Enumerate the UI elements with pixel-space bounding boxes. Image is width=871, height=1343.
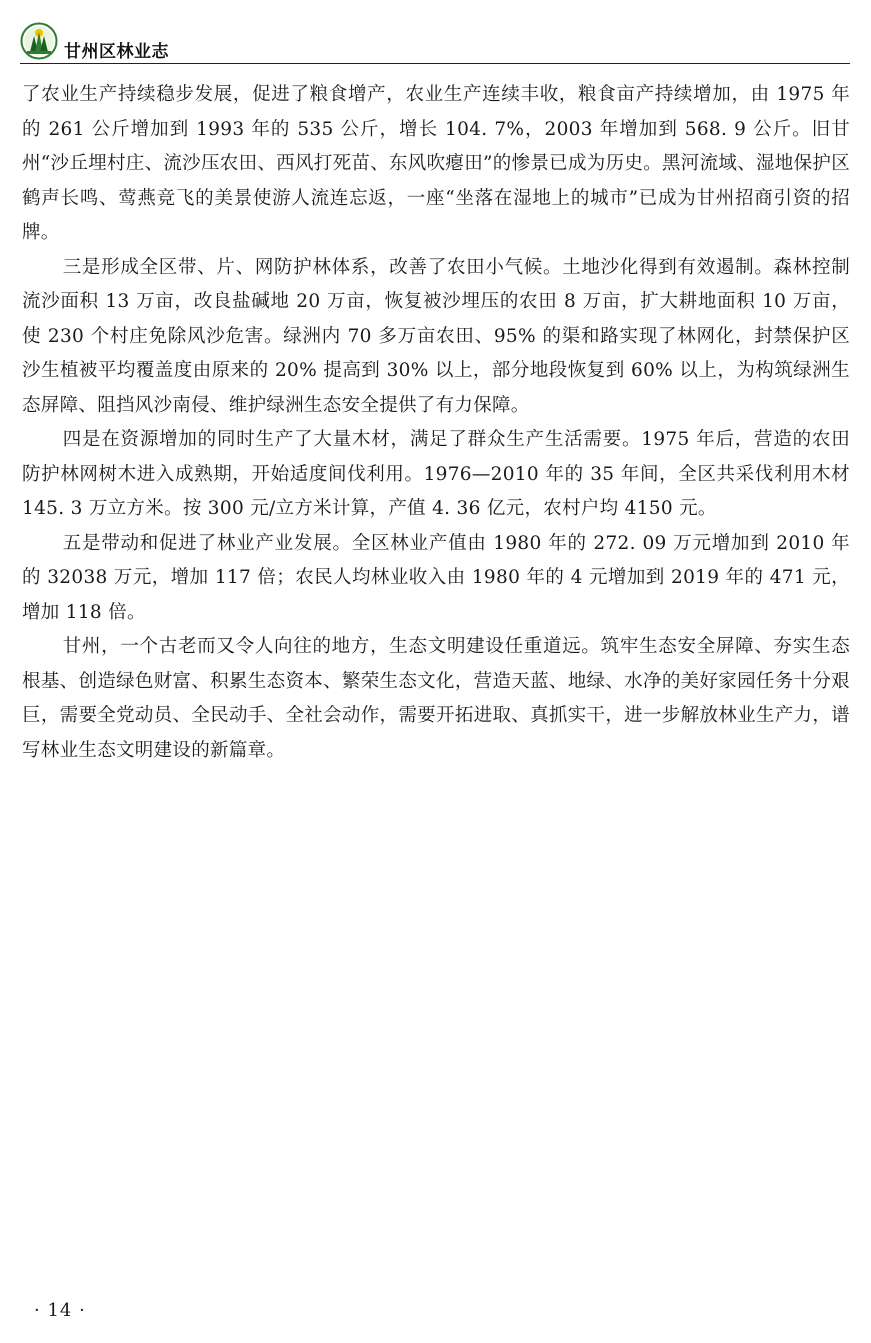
book-title: 甘州区林业志: [64, 42, 169, 62]
paragraph-shelterbelt-system: 三是形成全区带、片、网防护林体系，改善了农田小气候。土地沙化得到有效遏制。森林控制流沙面积 13 万亩，改良盐碱地 20 万亩，恢复被沙埋压的农田 8 万亩，扩大耕地面积 10 万亩，使 230 个村庄免除风沙危害。绿洲内 70 多万亩农田、95% 的渠和路实现了林网化，封禁保护区沙生植被平均覆盖度由原来的 20% 提高到 30% 以上，部分地段恢复到 60% 以上，为构筑绿洲生态屏障、阻挡风沙南侵、维护绿洲生态安全提供了有力保障。: [22, 256, 850, 416]
paragraph-timber-production: 四是在资源增加的同时生产了大量木材，满足了群众生产生活需要。1975 年后，营造的农田防护林网树木进入成熟期，开始适度间伐利用。1976—2010 年的 35 年间，全区共采伐利用木材 145. 3 万立方米。按 300 元/立方米计算，产值 4. 36 亿元，农村户均 4150 元。: [22, 429, 850, 519]
paragraph-continued: 了农业生产持续稳步发展，促进了粮食增产，农业生产连续丰收，粮食亩产持续增加，由 1975 年的 261 公斤增加到 1993 年的 535 公斤，增长 104. 7%，2003 年增加到 568. 9 公斤。旧甘州“沙丘埋村庄、流沙压农田、西风打死苗、东风吹瘪田”的惨景已成为历史。黑河流域、湿地保护区鹤声长鸣、莺燕竞飞的美景使游人流连忘返，一座“坐落在湿地上的城市”已成为甘州招商引资的招牌。: [22, 84, 850, 243]
paragraph-ecological-civilization: 甘州，一个古老而又令人向往的地方，生态文明建设任重道远。筑牢生态安全屏障、夯实生态根基、创造绿色财富、积累生态资本、繁荣生态文化，营造天蓝、地绿、水净的美好家园任务十分艰巨，需要全党动员、全民动手、全社会动作，需要开拓进取、真抓实干，进一步解放林业生产力，谱写林业生态文明建设的新篇章。: [22, 636, 850, 761]
page-number: · 14 ·: [34, 1300, 86, 1321]
page-header: [20, 20, 850, 64]
forest-trees-logo-icon: [20, 22, 58, 60]
body-text: [22, 78, 850, 768]
paragraph-forestry-industry: 五是带动和促进了林业产业发展。全区林业产值由 1980 年的 272. 09 万元增加到 2010 年的 32038 万元，增加 117 倍；农民人均林业收入由 1980 年的 4 元增加到 2019 年的 471 元，增加 118 倍。: [22, 532, 850, 623]
